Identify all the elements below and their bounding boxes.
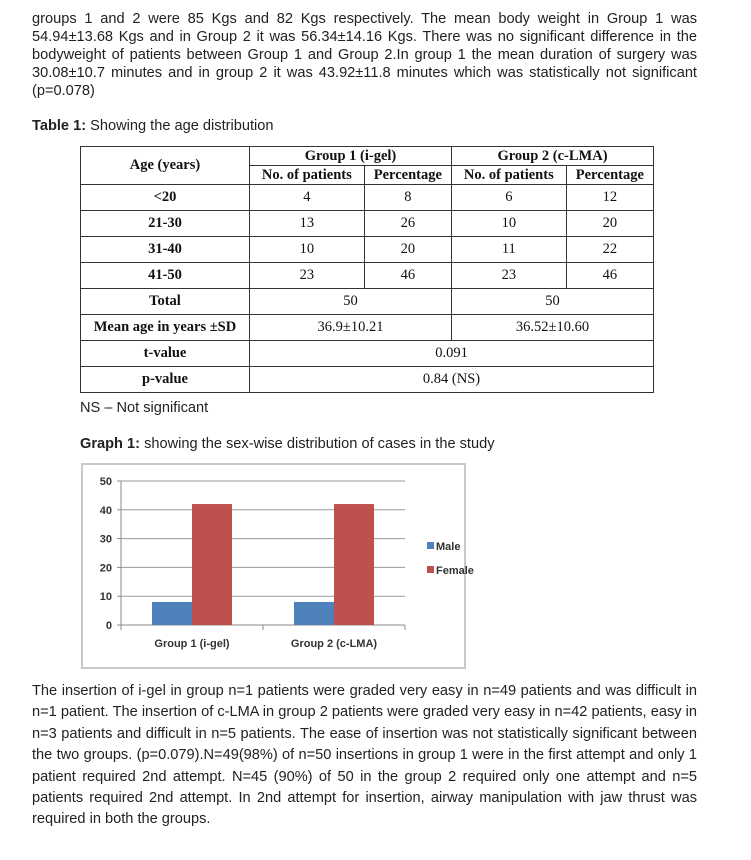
cell-g2-p: 46 <box>566 263 653 289</box>
table-caption <box>32 118 274 134</box>
cell-g2-n: 23 <box>451 263 566 289</box>
graph-caption-label: Graph 1: <box>80 436 141 452</box>
table-tvalue-row <box>81 341 654 367</box>
legend-swatch-female <box>427 566 434 573</box>
table-mean-row <box>81 315 654 341</box>
cell-g1-n: 4 <box>250 185 365 211</box>
header-g2-percent: Percentage <box>566 166 653 185</box>
total-g2: 50 <box>451 289 653 315</box>
header-g1-percent: Percentage <box>364 166 451 185</box>
bar-male-2 <box>294 602 334 625</box>
table-row <box>81 237 654 263</box>
header-age: Age (years) <box>81 147 250 185</box>
cell-g2-n: 10 <box>451 211 566 237</box>
cell-g1-p: 26 <box>364 211 451 237</box>
row-label: 31-40 <box>81 237 250 263</box>
table-caption-label: Table 1: <box>32 118 87 134</box>
legend-label-female: Female <box>436 565 474 577</box>
cell-g2-n: 6 <box>451 185 566 211</box>
paragraph-bottom: The insertion of i-gel in group n=1 patients were graded very easy in n=49 patients and was difficult in n=1 patient. The insertion of c-LMA in group 2 patients were graded very easy in n=42 patients, easy in n=3 patients and difficult in n=5 patients. The ease of insertion was not statistically significant between the two groups. (p=0.079).N=49(98%) of n=50 insertions in group 1 were in the first attempt and only 1 patient required 2nd attempt. N=45 (90%) of 50 in the group 2 required only one attempt and n=5 patients required 2nd attempt. In 2nd attempt for insertion, airway manipulation with jaw thrust was required in both the groups. <box>32 683 697 828</box>
y-tick-label: 10 <box>99 591 112 604</box>
table-caption-text: Showing the age distribution <box>86 118 274 134</box>
tvalue-label: t-value <box>81 341 250 367</box>
mean-g2: 36.52±10.60 <box>451 315 653 341</box>
y-tick-label: 30 <box>99 533 112 546</box>
table-row <box>81 211 654 237</box>
header-g1-patients: No. of patients <box>250 166 365 185</box>
table-total-row <box>81 289 654 315</box>
cell-g1-p: 20 <box>364 237 451 263</box>
bar-female-1 <box>192 504 232 625</box>
cell-g1-n: 13 <box>250 211 365 237</box>
total-g1: 50 <box>250 289 452 315</box>
cell-g1-n: 10 <box>250 237 365 263</box>
row-label: 21-30 <box>81 211 250 237</box>
header-group1: Group 1 (i-gel) <box>250 147 452 166</box>
legend-label-male: Male <box>436 541 461 553</box>
age-distribution-table <box>80 146 654 393</box>
tvalue: 0.091 <box>250 341 654 367</box>
cell-g1-n: 23 <box>250 263 365 289</box>
pvalue: 0.84 (NS) <box>250 367 654 393</box>
paragraph-top: groups 1 and 2 were 85 Kgs and 82 Kgs respectively. The mean body weight in Group 1 was 54.94±13.68 Kgs and in Group 2 it was 56.34±14.16 Kgs. There was no significant difference in the bodyweight of patients between Group 1 and Group 2.In group 1 the mean duration of surgery was 30.08±10.7 minutes and in group 2 it was 43.92±11.8 minutes which was statistically not significant (p=0.078) <box>32 11 697 99</box>
bar-male-1 <box>152 602 192 625</box>
table-footnote: NS – Not significant <box>80 400 209 416</box>
mean-label: Mean age in years ±SD <box>81 315 250 341</box>
cell-g2-p: 20 <box>566 211 653 237</box>
cell-g1-p: 8 <box>364 185 451 211</box>
sex-distribution-chart <box>81 463 474 669</box>
table-row <box>81 263 654 289</box>
row-label: <20 <box>81 185 250 211</box>
total-label: Total <box>81 289 250 315</box>
legend-swatch-male <box>427 542 434 549</box>
y-tick-label: 50 <box>99 476 112 488</box>
y-tick-label: 40 <box>99 504 112 517</box>
cell-g2-p: 12 <box>566 185 653 211</box>
table-header-row <box>81 147 654 166</box>
header-g2-patients: No. of patients <box>451 166 566 185</box>
chart-svg <box>83 465 474 667</box>
pvalue-label: p-value <box>81 367 250 393</box>
y-tick-label: 20 <box>99 562 112 575</box>
category-label: Group 2 (c-LMA) <box>290 638 378 650</box>
cell-g2-p: 22 <box>566 237 653 263</box>
bar-female-2 <box>334 504 374 625</box>
cell-g2-n: 11 <box>451 237 566 263</box>
table-pvalue-row <box>81 367 654 393</box>
table-row <box>81 185 654 211</box>
header-group2: Group 2 (c-LMA) <box>451 147 653 166</box>
mean-g1: 36.9±10.21 <box>250 315 452 341</box>
row-label: 41-50 <box>81 263 250 289</box>
graph-caption <box>80 436 495 452</box>
cell-g1-p: 46 <box>364 263 451 289</box>
graph-caption-text: showing the sex-wise distribution of cases in the study <box>140 436 495 452</box>
category-label: Group 1 (i-gel) <box>154 638 230 650</box>
y-tick-label: 0 <box>105 620 112 632</box>
